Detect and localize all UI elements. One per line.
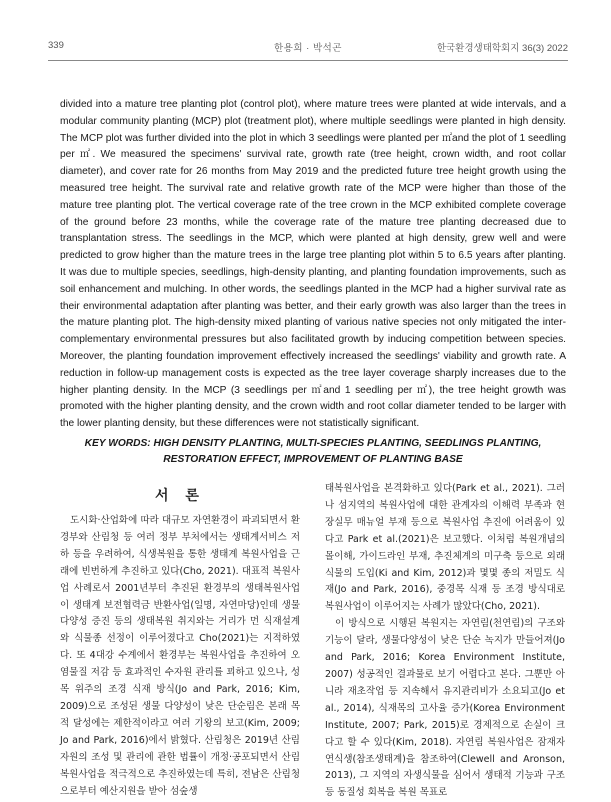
running-authors: 한용희 · 박석곤: [273, 43, 342, 54]
intro-paragraph: 태복원사업을 본격화하고 있다(Park et al., 2021). 그러나 섬지역의 복원사업에 대한 관계자의 이해력 부족과 현장실무 매뉴얼 부재 등으로 복원사업 추진에 어려움이 있다고 Park et al.(2021)은 보고했다. 이처럼 복원개념의 몰이해, 가이드라인 부재, 추진체계의 미구축 등으로 외래식물의 도입(Ki and Kim, 2012)과 몇몇 종의 저밀도 식재(Jo and Park, 2016), 중경목 식재 등 조경 방식대로 복원사업이 이루어지는 사례가 많았다(Cho, 2021).: [325, 483, 565, 613]
section-title: 서 론: [155, 488, 205, 504]
journal-citation: 한국환경생태학회지 36(3) 2022: [436, 43, 568, 54]
keywords: KEY WORDS: HIGH DENSITY PLANTING, MULTI-SPECIES PLANTING, SEEDLINGS PLANTING, RESTORATION EFFECT, IMPROVEMENT OF PLANTING BASE: [84, 438, 542, 465]
intro-left-column: [60, 487, 300, 800]
page-header: [48, 40, 568, 54]
page-number: 339: [48, 40, 64, 51]
intro-paragraph: 이 방식으로 시행된 복원지는 자연림(천연림)의 구조와 기능이 달라, 생물다양성이 낮은 단순 녹지가 만들어져(Jo and Park, 2016; Korea Environment Institute, 2007) 성공적인 결과물로 보기 어렵다고 본다. 그뿐만 아니라 재초작업 등 지속해서 유지관리비가 소요되고(Jo et al., 2014), 식재목의 고사율 증가(Korea Environment Institute, 2007; Park, 2015)로 경제적으로 손실이 크다고 할 수 있다(Kim, 2018). 자연림 복원사업은 잠재자연식생(참조생태계)을 참조하여(Clewell and Aronson, 2013), 그 지역의 자생식물을 심어서 생태적 기능과 구조 등 동질성 회복을 복원 목표로: [325, 618, 565, 799]
abstract-body: divided into a mature tree planting plot (control plot), where mature trees were planted at wide intervals, and a modular community planting (MCP) plot (treatment plot), where multiple seedlings were planted in high density. The MCP plot was further divided into the plot in which 3 seedlings were planted per ㎡and the plot of 1 seedling per ㎡. We measured the specimens' survival rate, growth rate (tree height, crown width, and root collar diameter), and cover rate for 26 months from May 2019 and the predicted future tree height growth using the measured tree height. The survival rate and relative growth rate of the MCP were higher than those of the mature tree planting plot. The vertical coverage rate of the tree crown in the MCP exhibited complete coverage of the ground before 23 months, while the coverage rate of the mature tree planting decreased due to transplantation stress. The seedlings in the MCP, which were planted at high density, grew well and were predicted to grow higher than the mature trees in the large tree planting plot within 5 to 6.5 years after planting. It was due to multiple species, seedlings, high-density planting, and planting foundation improvements, such as soil enhancement and mulching. In other words, the seedlings planted in the MCP had a higher survival rate as their environmental adaptation after planting was better, and their early growth was also larger than the trees in the mature planting plot. The high-density mixed planting of various native species not only mitigated the inter-complementary environmental pressures but also facilitated growth by inducing competition between species. Moreover, the planting foundation improvement effectively increased the seedlings' viability and growth rate. A reduction in follow-up management costs is expected as the tree layer coverage sharply increases due to the higher planting density. In the MCP (3 seedlings per ㎡and 1 seedling per ㎡), the tree height growth was promoted with the higher planting density, and the crown width and root collar diameter tended to be larger with the lower planting density, but these differences were not statistically significant.: [60, 99, 566, 430]
header-rule: [48, 60, 568, 61]
intro-right-column: [325, 481, 565, 802]
intro-paragraph: 도시화·산업화에 따라 대규모 자연환경이 파괴되면서 환경부와 산림청 등 여러 정부 부처에서는 생태계서비스 저하 등을 우려하여, 식생복원을 통한 생태계 복원사업을 근래에 빈번하게 추진하고 있다(Cho, 2021). 대표적 복원사업 사례로서 2001년부터 추진된 환경부의 생태복원사업이 생태계 보전협력금 반환사업(일명, 자연마당)인데 생물다양성 증진 등의 생태복원 취지와는 거리가 먼 식재설계와 식물종 선정이 이루어졌다고 Cho(2021)는 지적하였다. 또 4대강 수계에서 환경부는 복원사업을 추진하여 오염물질 저감 등 효과적인 수자원 관리를 꾀하고 있으나, 성목 위주의 조경 식재 방식(Jo and Park, 2016; Kim, 2009)으로 조성된 생물 다양성이 낮은 단순림은 본래 목적 달성에는 제한적이라고 여러 기왕의 보고(Kim, 2009; Jo and Park, 2016)에서 밝혔다. 산림청은 2019년 산림자원의 조성 및 관리에 관한 법률이 개정·공포되면서 산림복원사업을 적극적으로 추진하였는데 특히, 전남은 산림청으로부터 예산지원을 받아 섬숲생: [60, 515, 300, 797]
